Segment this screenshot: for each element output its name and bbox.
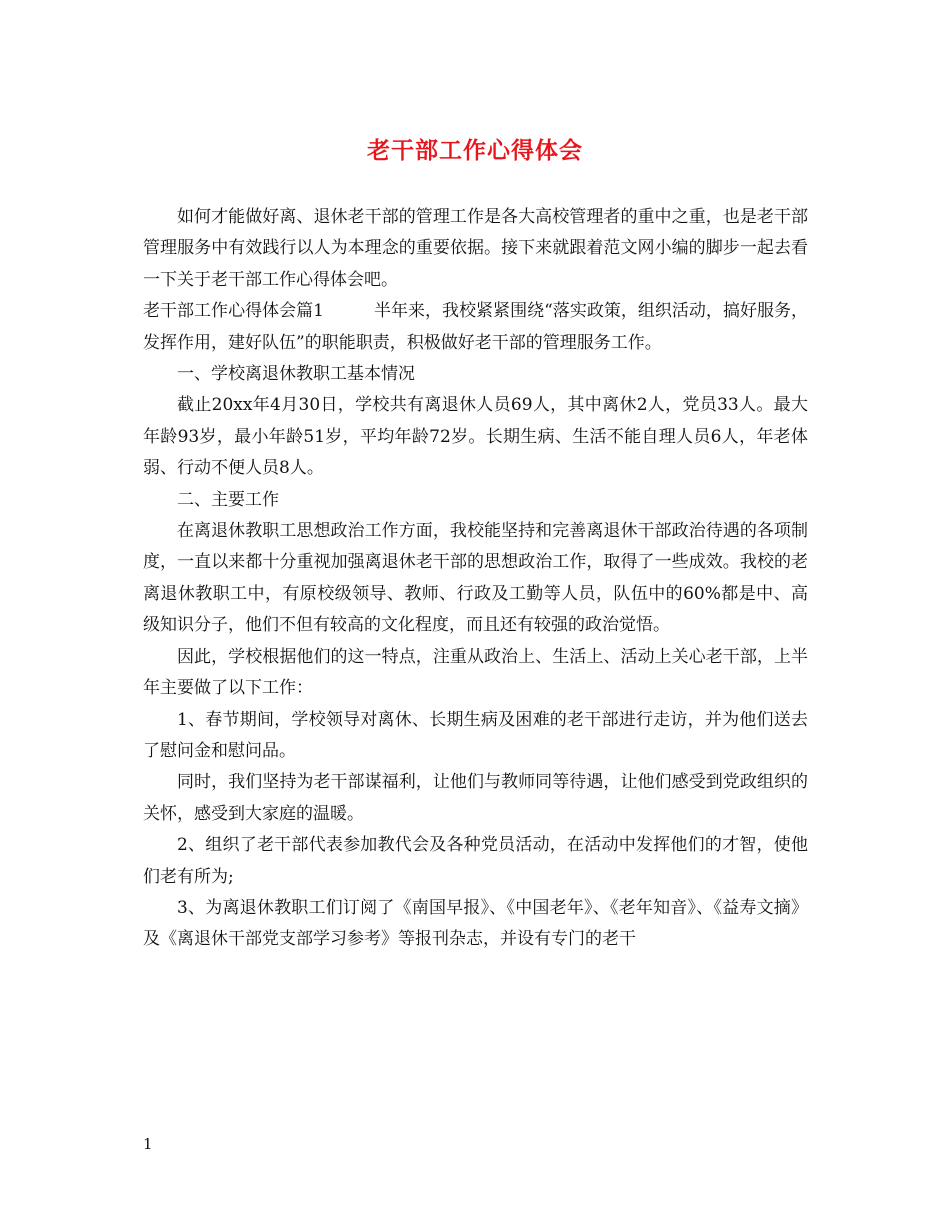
- intro-paragraph: 如何才能做好离、退休老干部的管理工作是各大高校管理者的重中之重，也是老干部管理服务中有效践行以人为本理念的重要依据。接下来就跟着范文网小编的脚步一起去看一下关于老干部工作心得体会吧。: [143, 207, 808, 290]
- document-body: [143, 202, 808, 956]
- paragraph-item-2: 2、组织了老干部代表参加教代会及各种党员活动，在活动中发挥他们的才智，使他们老有所为;: [143, 835, 808, 887]
- heading-basic-info: 一、学校离退休教职工基本情况: [177, 364, 415, 385]
- section-label: 老干部工作心得体会篇1: [143, 301, 324, 322]
- paragraph-political-work: 在离退休教职工思想政治工作方面，我校能坚持和完善离退休干部政治待遇的各项制度，一直以来都十分重视加强离退休老干部的思想政治工作，取得了一些成效。我校的老离退休教职工中，有原校级领导、教师、行政及工勤等人员，队伍中的60%都是中、高级知识分子，他们不但有较高的文化程度，而且还有较强的政治觉悟。: [143, 521, 808, 636]
- section-heading-paragraph: [143, 296, 808, 359]
- paragraph-item-3: 3、为离退休教职工们订阅了《南国早报》、《中国老年》、《老年知音》、《益寿文摘》及《离退休干部党支部学习参考》等报刊杂志，并设有专门的老干: [143, 897, 808, 950]
- section-lead: 半年来，我校紧紧围绕“落实政策，组织活动，搞好服务，发挥作用，建好队伍”的职能职责，积极做好老干部的管理服务工作。: [143, 301, 808, 353]
- paragraph-therefore: 因此，学校根据他们的这一特点，注重从政治上、生活上、活动上关心老干部，上半年主要做了以下工作：: [143, 646, 808, 699]
- heading-main-work: 二、主要工作: [177, 489, 279, 510]
- paragraph-statistics: 截止20xx年4月30日，学校共有离退休人员69人，其中离休2人，党员33人。最大年龄93岁，最小年龄51岁，平均年龄72岁。长期生病、生活不能自理人员6人，年老体弱、行动不便人员8人。: [143, 395, 808, 479]
- page-number: 1: [143, 1135, 153, 1153]
- document-title: 老干部工作心得体会: [367, 137, 583, 164]
- paragraph-welfare: 同时，我们坚持为老干部谋福利，让他们与教师同等待遇，让他们感受到党政组织的关怀，感受到大家庭的温暖。: [143, 772, 808, 824]
- paragraph-item-1: 1、春节期间，学校领导对离休、长期生病及困难的老干部进行走访，并为他们送去了慰问金和慰问品。: [143, 709, 808, 761]
